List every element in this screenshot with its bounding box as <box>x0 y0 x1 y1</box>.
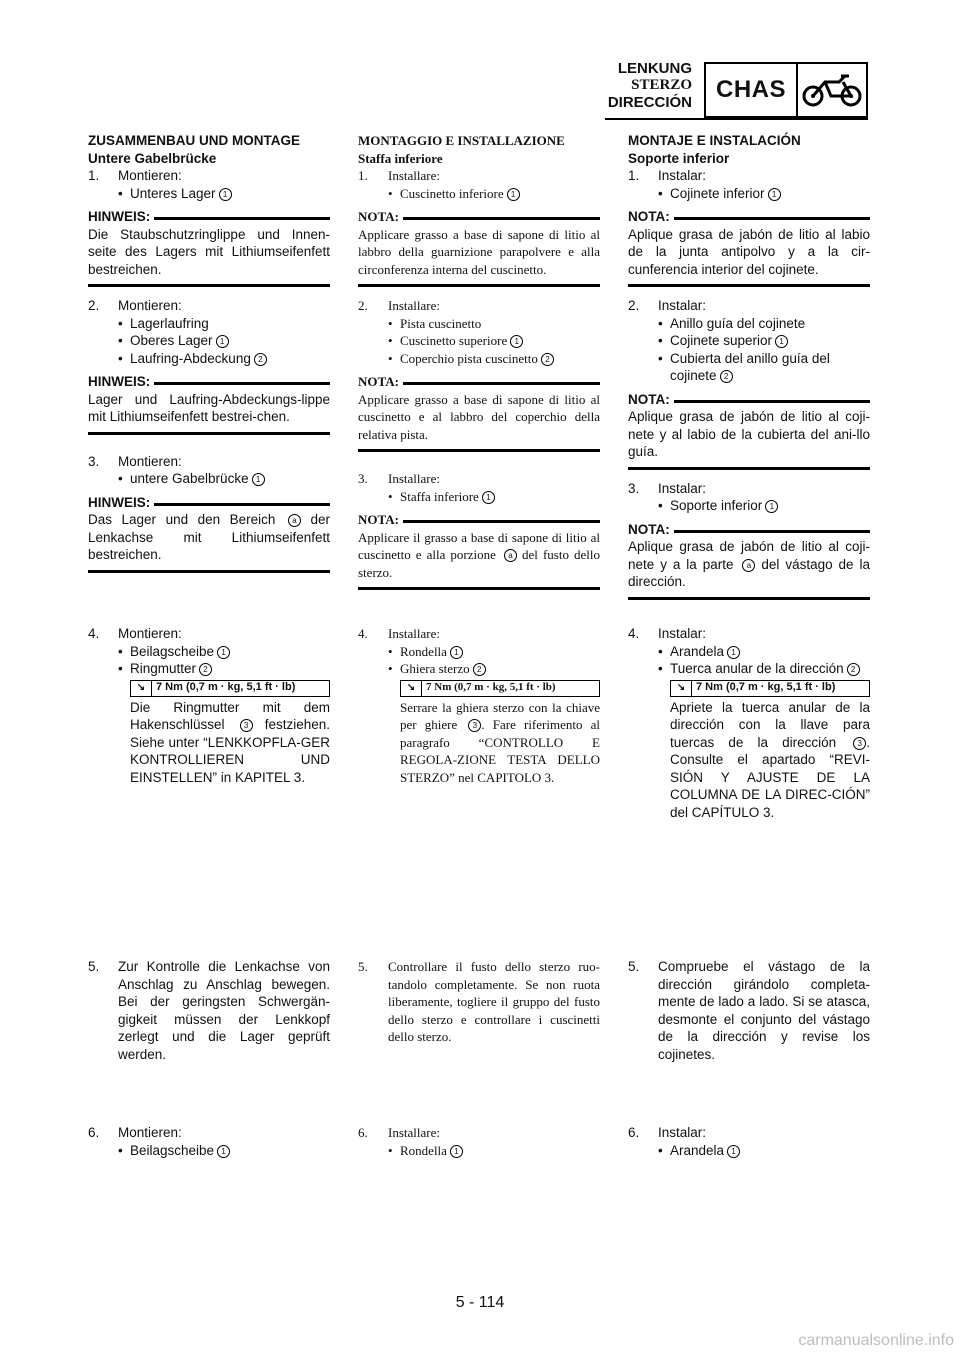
note-2: HINWEIS: Lager und Laufring-Abdeckungs-lippe mit Lithiumseifenfett bestrei-chen. <box>88 373 330 435</box>
section-badge <box>704 62 868 118</box>
list-item: • Cuscinetto superiore 1 <box>388 332 600 350</box>
list-item: • Cojinete inferior 1 <box>658 185 870 203</box>
step-6-italian: 6. Installare: • Rondella 1 <box>358 1124 600 1159</box>
torque-spec: ↘ 7 Nm (0,7 m · kg, 5,1 ft · lb) <box>130 680 330 697</box>
column-italian <box>358 132 600 600</box>
step-5-german: 5. Zur Kontrolle die Lenkachse von Anschlag zu Anschlag bewegen. Bei der geringsten Schwergän-gigkeit müssen der Lenkkopf zerlegt und die Lager geprüft werden. <box>88 959 330 1062</box>
column-german <box>88 132 330 583</box>
wrench-icon: ↘ <box>131 681 152 696</box>
step-3: 3. Instalar: • Soporte inferior 1 <box>628 480 870 515</box>
step-5-italian: 5. Controllare il fusto dello sterzo ruo-tandolo completamente. Se non ruota liberamente, togliere il gruppo del fusto dello sterzo e controllare i cuscinetti dello sterzo. <box>358 959 600 1044</box>
column-subtitle: Untere Gabelbrücke <box>88 150 217 166</box>
list-item: • Cojinete superior 1 <box>658 332 870 350</box>
list-item: • Oberes Lager 1 <box>118 332 330 350</box>
list-item: • Rondella 1 <box>388 643 600 661</box>
list-item: • untere Gabelbrücke 1 <box>118 470 330 488</box>
step-6-spanish: 6. Instalar: • Arandela 1 <box>628 1124 870 1159</box>
list-item: • Beilagscheibe 1 <box>118 643 330 661</box>
torque-spec: ↘ 7 Nm (0,7 m · kg, 5,1 ft · lb) <box>400 680 600 697</box>
motorcycle-icon <box>798 64 866 116</box>
step-4-german: 4. Montieren: • Beilagscheibe 1 • Ringmutter 2 ↘ 7 Nm (0,7 m · kg, 5,1 ft · lb) Die Ringmutter mit dem Hakenschlüssel 3 festziehen. Siehe unter “LENKKOPFLA-GER KONTROLLIEREN UND EINSTELLEN” in KAPITEL 3. <box>88 626 330 785</box>
list-item: • Arandela 1 <box>658 643 870 661</box>
section-titles <box>608 60 692 111</box>
note-1: HINWEIS: Die Staubschutzringlippe und Innen-seite des Lagers mit Lithiumseifenfett bestreichen. <box>88 208 330 287</box>
note-2: NOTA: Applicare grasso a base di sapone di litio al cuscinetto e al labbro del coperchio della relativa pista. <box>358 373 600 452</box>
list-item: • Anillo guía del cojinete <box>658 315 806 331</box>
section-title-it: STERZO <box>631 77 692 93</box>
list-item: • Cuscinetto inferiore 1 <box>388 185 600 203</box>
section-title-es: DIRECCIÓN <box>607 94 692 111</box>
column-subtitle: Staffa inferiore <box>358 150 443 166</box>
column-title: MONTAGGIO E INSTALLAZIONE <box>358 133 565 148</box>
page-number: 5 - 114 <box>455 1294 505 1311</box>
header-rule <box>605 118 868 120</box>
section-code: CHAS <box>706 64 798 116</box>
watermark: carmanualsonline.info <box>798 1332 954 1349</box>
step-2: 2. Installare: • Pista cuscinetto • Cuscinetto superiore 1 • Coperchio pista cuscinetto 2 <box>358 297 600 367</box>
step-2: 2. Instalar: • Anillo guía del cojinete • Cojinete superior 1 • Cubierta del anillo guía del cojinete 2 <box>628 297 870 385</box>
wrench-icon: ↘ <box>401 681 422 696</box>
step-4-spanish: 4. Instalar: • Arandela 1 • Tuerca anular de la dirección 2 ↘ 7 Nm (0,7 m · kg, 5,1 ft · lb) Apriete la tuerca anular de la dirección con la llave para tuercas de la dirección 3 . Consulte el apartado “REVI-SIÓN Y AJUSTE DE LA COLUMNA DE LA DIREC-CIÓN” del CAPÍTULO 3. <box>628 626 870 820</box>
list-item: • Tuerca anular de la dirección 2 <box>658 660 870 678</box>
list-item: • Rondella 1 <box>388 1142 600 1160</box>
list-item: • Ghiera sterzo 2 <box>388 660 600 678</box>
column-spanish <box>628 132 870 610</box>
step-1: 1. Instalar: • Cojinete inferior 1 <box>628 167 870 202</box>
note-3: NOTA: Applicare il grasso a base di sapone di litio al cuscinetto e alla porzione a del fusto dello sterzo. <box>358 511 600 590</box>
torque-spec: ↘ 7 Nm (0,7 m · kg, 5,1 ft · lb) <box>670 680 870 697</box>
list-item: • Arandela 1 <box>658 1142 870 1160</box>
note-3: NOTA: Aplique grasa de jabón de litio al coji-nete y a la parte a del vástago de la dirección. <box>628 521 870 600</box>
step-6-german: 6. Montieren: • Beilagscheibe 1 <box>88 1124 330 1159</box>
step-1: 1. Montieren: • Unteres Lager 1 <box>88 167 330 202</box>
list-item: • Beilagscheibe 1 <box>118 1142 330 1160</box>
step-3: 3. Montieren: • untere Gabelbrücke 1 <box>88 453 330 488</box>
note-2: NOTA: Aplique grasa de jabón de litio al coji-nete y al labio de la cubierta del ani-llo guía. <box>628 391 870 470</box>
step-4-italian: 4. Installare: • Rondella 1 • Ghiera sterzo 2 ↘ 7 Nm (0,7 m · kg, 5,1 ft · lb) Serrare la ghiera sterzo con la chiave per ghiere 3 . Fare riferimento al paragrafo “CONTROLLO E REGOLA-ZIONE TESTA DELLO STERZO” nel CAPITOLO 3. <box>358 626 600 785</box>
step-3: 3. Installare: • Staffa inferiore 1 <box>358 470 600 505</box>
step-2: 2. Montieren: • Lagerlaufring • Oberes Lager 1 • Laufring-Abdeckung 2 <box>88 297 330 367</box>
wrench-icon: ↘ <box>671 681 692 696</box>
note-1: NOTA: Applicare grasso a base di sapone di litio al labbro della guarnizione parapolvere e alla circonferenza interna del cuscinetto. <box>358 208 600 287</box>
note-3: HINWEIS: Das Lager und den Bereich a der Lenkachse mit Lithiumseifenfett bestreichen. <box>88 494 330 573</box>
list-item: • Ringmutter 2 <box>118 660 330 678</box>
column-title: ZUSAMMENBAU UND MONTAGE <box>88 133 300 148</box>
list-item: • Laufring-Abdeckung 2 <box>118 350 330 368</box>
column-title: MONTAJE E INSTALACIÓN <box>628 133 801 148</box>
list-item: • Coperchio pista cuscinetto 2 <box>388 350 600 368</box>
list-item: • Unteres Lager 1 <box>118 185 330 203</box>
list-item: • Staffa inferiore 1 <box>388 488 600 506</box>
list-item: • Pista cuscinetto <box>388 315 482 331</box>
list-item: • Lagerlaufring <box>118 315 209 331</box>
list-item: • Cubierta del anillo guía del cojinete 2 <box>658 350 830 383</box>
section-title-de: LENKUNG <box>617 60 692 77</box>
note-1: NOTA: Aplique grasa de jabón de litio al labio de la junta antipolvo y a la cir-cunferencia interior del cojinete. <box>628 208 870 287</box>
step-1: 1. Installare: • Cuscinetto inferiore 1 <box>358 167 600 202</box>
step-5-spanish: 5. Compruebe el vástago de la dirección girándolo completa-mente de lado a lado. Si se atasca, desmonte el conjunto del vástago de la dirección y revise los cojinetes. <box>628 959 870 1062</box>
list-item: • Soporte inferior 1 <box>658 497 870 515</box>
column-subtitle: Soporte inferior <box>628 150 730 166</box>
